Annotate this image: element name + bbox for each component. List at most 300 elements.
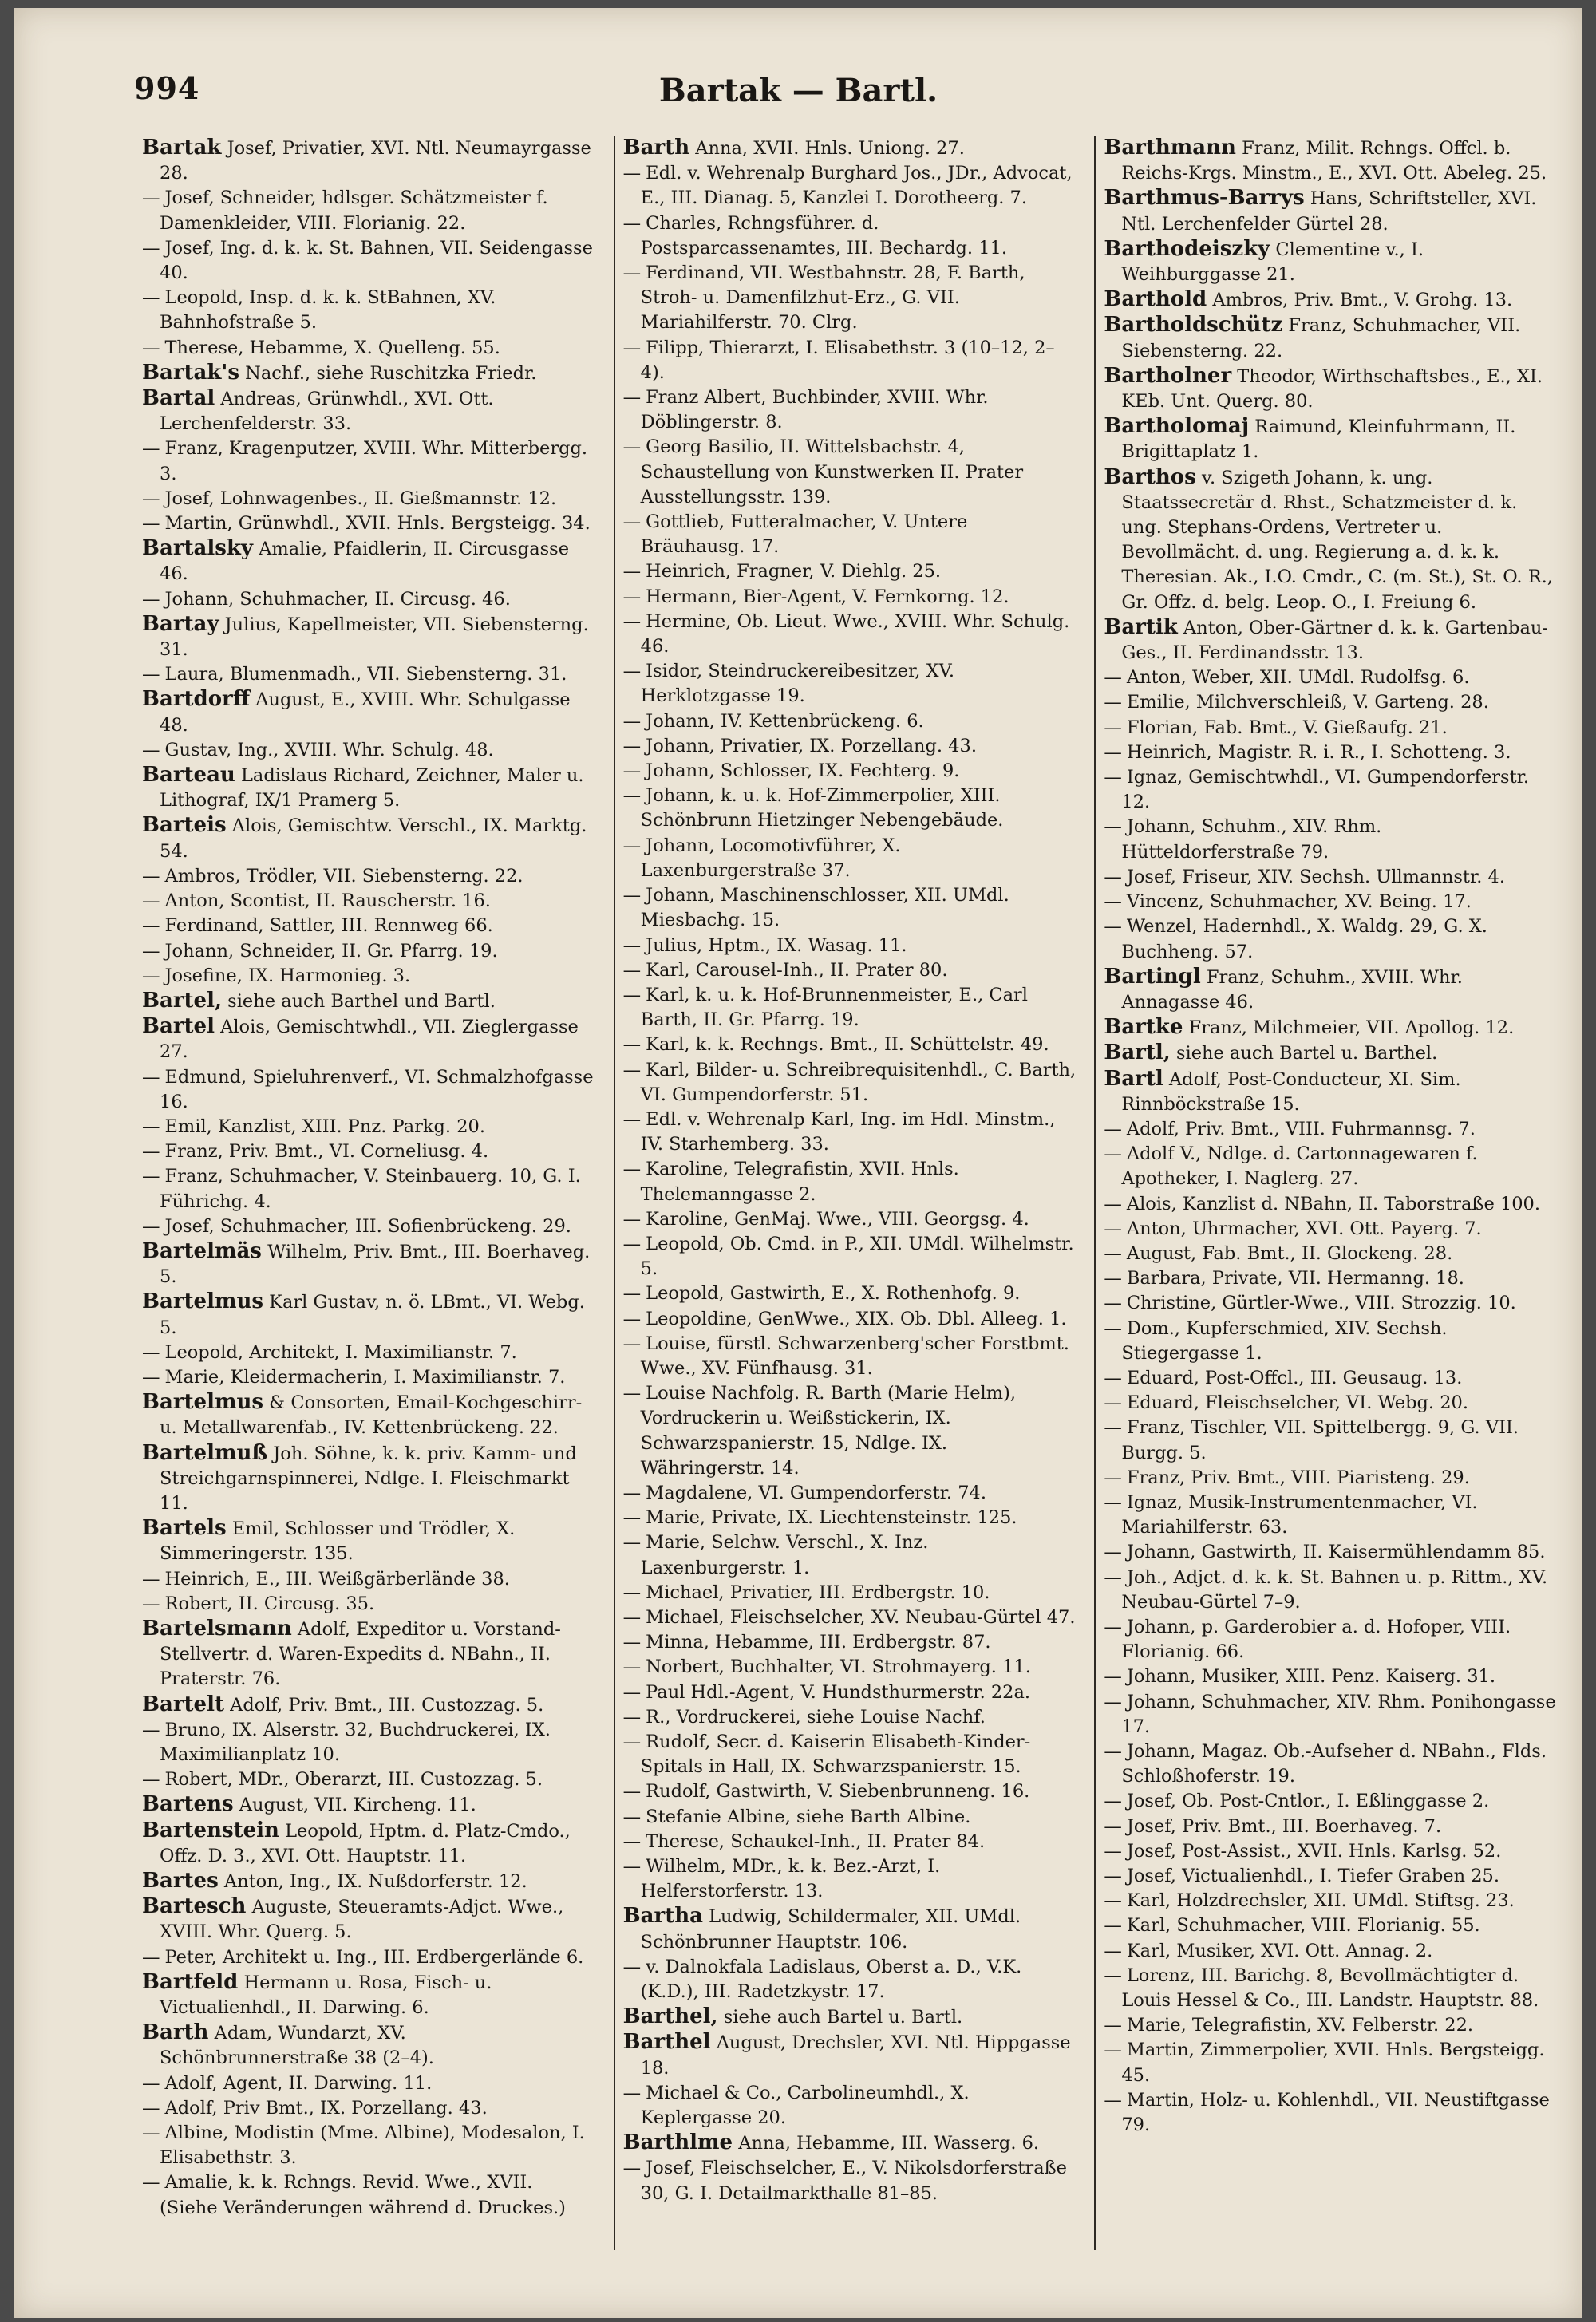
directory-entry [622, 610, 1077, 659]
entry-details: Raimund, Kleinfuhrmann, II. Brigittaplatz 1. [1121, 417, 1516, 463]
entry-details: Hermann u. Rosa, Fisch- u. Victualienhdl., II. Darwing. 6. [160, 1972, 492, 2019]
directory-entry [622, 2004, 1077, 2030]
ditto-dash: — [1104, 1193, 1122, 1214]
entry-details: Louise Nachfolg. R. Barth (Marie Helm), Vordruckerin u. Weißstickerin, IX. Schwarzspanierstr. 15, Ndlge. IX. Währingerstr. 14. [640, 1383, 1017, 1479]
directory-entry [622, 958, 1077, 983]
entry-details: Magdalene, VI. Gumpendorferstr. 74. [646, 1482, 986, 1503]
entry-details: Theodor, Wirthschaftsbes., E., XI. KEb. Unt. Querg. 80. [1121, 365, 1543, 413]
directory-entry [622, 834, 1077, 883]
ditto-dash: — [622, 387, 642, 409]
directory-entry [1104, 815, 1558, 864]
entry-surname: Bartel, [142, 988, 223, 1013]
directory-entry [142, 1792, 596, 1818]
ditto-dash: — [622, 1034, 642, 1056]
ditto-dash: — [1104, 1218, 1122, 1239]
entry-details: Franz, Priv. Bmt., VI. Corneliusg. 4. [164, 1141, 489, 1163]
entry-details: Franz, Priv. Bmt., VIII. Piaristeng. 29. [1126, 1467, 1470, 1488]
ditto-dash: — [142, 513, 160, 535]
directory-entry [1104, 665, 1558, 690]
directory-entry [622, 1854, 1077, 1904]
entry-details: Alois, Gemischtw. Verschl., IX. Marktg. 54. [160, 815, 587, 862]
directory-entry [142, 1139, 596, 1164]
directory-entry [1104, 1317, 1558, 1366]
ditto-dash: — [142, 940, 160, 962]
entry-details: Dom., Kupferschmied, XIV. Sechsh. Stiegergasse 1. [1121, 1317, 1448, 1364]
directory-entry [142, 136, 596, 186]
entry-details: Karl, Carousel-Inh., II. Prater 80. [646, 959, 948, 981]
entry-details: Ambros, Trödler, VII. Siebensterng. 22. [164, 865, 523, 887]
directory-entry [142, 360, 596, 386]
entry-details: Anton, Uhrmacher, XVI. Ott. Payerg. 7. [1126, 1218, 1482, 1239]
directory-entry [1104, 1266, 1558, 1291]
directory-entry [1104, 414, 1558, 464]
entry-details: Karoline, GenMaj. Wwe., VIII. Georgsg. 4. [646, 1208, 1029, 1230]
entry-details: Wilhelm, Priv. Bmt., III. Boerhaveg. 5. [160, 1241, 591, 1288]
entry-details: Albine, Modistin (Mme. Albine), Modesalon, I. Elisabethstr. 3. [160, 2123, 585, 2169]
entry-surname: Bartholdschütz [1104, 313, 1283, 338]
directory-entry [142, 1818, 596, 1869]
entry-details: Robert, II. Circusg. 35. [164, 1593, 375, 1614]
directory-entry [622, 934, 1077, 958]
ditto-dash: — [622, 436, 642, 458]
ditto-dash: — [1104, 2015, 1122, 2036]
entry-surname: Bartak's [142, 360, 239, 385]
entry-details: Charles, Rchngsführer. d. Postsparcassenamtes, III. Bechardg. 11. [640, 212, 1007, 259]
directory-entry [622, 1481, 1077, 1506]
entry-details: Alois, Gemischtwhdl., VII. Zieglergasse 27. [160, 1017, 579, 1063]
directory-entry [622, 1332, 1077, 1381]
entry-details: Anton, Weber, XII. UMdl. Rudolfsg. 6. [1126, 667, 1470, 689]
entry-details: Adolf, Post-Conducteur, XI. Sim. Rinnböckstraße 15. [1121, 1068, 1461, 1115]
ditto-dash: — [142, 1166, 160, 1187]
entry-surname: Bartels [142, 1516, 227, 1541]
ditto-dash: — [1104, 891, 1122, 913]
entry-details: Gottlieb, Futteralmacher, V. Untere Bräuhausg. 17. [640, 511, 968, 558]
ditto-dash: — [1104, 1890, 1122, 1912]
ditto-dash: — [1104, 1417, 1122, 1439]
directory-entry [622, 559, 1077, 584]
directory-entry [622, 161, 1077, 211]
ditto-dash: — [142, 287, 160, 309]
ditto-dash: — [142, 1769, 160, 1791]
entry-details: Marie, Kleidermacherin, I. Maximilianstr. 7. [164, 1366, 566, 1388]
ditto-dash: — [142, 739, 160, 760]
directory-entry [1104, 1291, 1558, 1316]
entry-details: Franz, Kragenputzer, XVIII. Whr. Mitterbergg. 3. [160, 438, 588, 484]
directory-entry [1104, 1740, 1558, 1789]
ditto-dash: — [1104, 692, 1122, 713]
entry-details: Joh., Adjct. d. k. k. St. Bahnen u. p. Rittm., XV. Neubau-Gürtel 7–9. [1121, 1566, 1548, 1613]
entry-details: Norbert, Buchhalter, VI. Strohmayerg. 11. [646, 1657, 1031, 1678]
entry-details: Stefanie Albine, siehe Barth Albine. [646, 1806, 971, 1827]
entry-details: Therese, Hebamme, X. Quelleng. 55. [164, 337, 500, 358]
ditto-dash: — [622, 1383, 642, 1404]
directory-entry [142, 1164, 596, 1214]
ditto-dash: — [622, 1532, 642, 1554]
directory-entry [1104, 964, 1558, 1015]
directory-entry [622, 211, 1077, 261]
ditto-dash: — [142, 1568, 160, 1589]
ditto-dash: — [622, 885, 642, 906]
entry-details: Martin, Zimmerpolier, XVII. Hnls. Bergsteigg. 45. [1121, 2040, 1545, 2086]
ditto-dash: — [1104, 1367, 1122, 1388]
entry-details: Bruno, IX. Alserstr. 32, Buchdruckerei, IX. Maximilianplatz 10. [160, 1719, 551, 1765]
directory-entry [622, 1530, 1077, 1580]
entry-details: Josef, Privatier, XVI. Ntl. Neumayrgasse 28. [160, 138, 591, 184]
ditto-dash: — [622, 1956, 642, 1977]
directory-entry [142, 1969, 596, 2020]
entry-details: Josef, Schneider, hdlsger. Schätzmeister f. Damenkleider, VIII. Florianig. 22. [160, 188, 548, 234]
directory-entry [142, 1440, 596, 1517]
ditto-dash: — [1104, 767, 1122, 788]
directory-entry [142, 1341, 596, 1365]
entry-surname: Barthmus-Barrys [1104, 186, 1305, 211]
ditto-dash: — [142, 488, 160, 509]
directory-entry [142, 1014, 596, 1064]
ditto-dash: — [142, 2097, 160, 2119]
directory-entry [142, 889, 596, 914]
directory-entry [142, 236, 596, 286]
columns [142, 136, 1562, 2250]
entry-details: August, Fab. Bmt., II. Glockeng. 28. [1126, 1242, 1453, 1264]
directory-entry [622, 2130, 1077, 2156]
entry-details: August, VII. Kircheng. 11. [239, 1795, 476, 1816]
directory-entry [622, 2030, 1077, 2080]
entry-details: Peter, Architekt u. Ing., III. Erdbergerlände 6. [164, 1946, 584, 1968]
directory-entry [1104, 2088, 1558, 2138]
running-head: Bartak — Bartl. [658, 72, 938, 109]
entry-details: Rudolf, Gastwirth, V. Siebenbrunneng. 16. [646, 1781, 1030, 1803]
directory-entry [142, 1718, 596, 1767]
ditto-dash: — [142, 1116, 160, 1137]
entry-details: Edl. v. Wehrenalp Karl, Ing. im Hdl. Minstm., IV. Starhemberg. 33. [640, 1108, 1056, 1155]
directory-entry [1104, 236, 1558, 287]
ditto-dash: — [622, 1507, 642, 1529]
ditto-dash: — [1104, 1940, 1122, 1961]
ditto-dash: — [1104, 1293, 1122, 1314]
directory-entry [622, 734, 1077, 759]
ditto-dash: — [1104, 1491, 1122, 1513]
entry-details: Julius, Hptm., IX. Wasag. 11. [646, 934, 907, 956]
entry-surname: Bartay [142, 611, 219, 636]
entry-details: Andreas, Grünwhdl., XVI. Ott. Lerchenfelderstr. 33. [160, 389, 494, 435]
entry-details: & Consorten, Email-Kochgeschirr- u. Metallwarenfab., IV. Kettenbrückeng. 22. [160, 1392, 583, 1439]
entry-details: Franz Albert, Buchbinder, XVIII. Whr. Döblingerstr. 8. [640, 387, 989, 433]
ditto-dash: — [622, 984, 642, 1005]
directory-entry [622, 336, 1077, 385]
directory-entry [1104, 1615, 1558, 1664]
entry-details: Johann, Schuhmacher, II. Circusg. 46. [164, 588, 511, 610]
entry-details: Paul Hdl.-Agent, V. Hundsthurmerstr. 22a. [646, 1681, 1031, 1703]
directory-entry [142, 1894, 596, 1945]
directory-entry [1104, 890, 1558, 914]
directory-entry [1104, 1192, 1558, 1217]
ditto-dash: — [1104, 1815, 1122, 1837]
directory-entry [142, 436, 596, 486]
ditto-dash: — [1104, 741, 1122, 763]
entry-details: Adolf, Agent, II. Darwing. 11. [164, 2072, 433, 2094]
directory-entry [1104, 1839, 1558, 1864]
ditto-dash: — [142, 1719, 160, 1740]
ditto-dash: — [622, 1706, 642, 1728]
entry-details: Leopold, Architekt, I. Maximilianstr. 7. [164, 1341, 517, 1363]
entry-details: Anna, XVII. Hnls. Uniong. 27. [695, 138, 965, 159]
directory-entry [622, 1630, 1077, 1655]
directory-entry [1104, 2038, 1558, 2087]
directory-entry [142, 1115, 596, 1139]
entry-details: Louise, fürstl. Schwarzenberg'scher Forstbmt. Wwe., XV. Fünfhausg. 31. [640, 1333, 1069, 1379]
entry-details: siehe auch Bartel u. Bartl. [723, 2007, 963, 2028]
entry-details: Johann, Privatier, IX. Porzellang. 43. [646, 735, 977, 756]
ditto-dash: — [1104, 1791, 1122, 1812]
entry-details: Karl, k. k. Rechngs. Bmt., II. Schüttelstr. 49. [646, 1034, 1049, 1056]
entry-details: Franz, Schuhm., XVIII. Whr. Annagasse 46. [1121, 966, 1463, 1013]
ditto-dash: — [142, 188, 160, 209]
entry-surname: Barthel, [622, 2004, 718, 2029]
ditto-dash: — [1104, 1566, 1122, 1588]
directory-entry [622, 1307, 1077, 1332]
ditto-dash: — [622, 1059, 642, 1080]
directory-entry [622, 136, 1077, 161]
entry-surname: Barteis [142, 813, 227, 838]
column-2 [614, 136, 1082, 2250]
entry-details: Adolf, Expeditor u. Vorstand-Stellvertr. d. Waren-Expedits d. NBahn., II. Praterstr. 76. [160, 1618, 561, 1690]
entry-details: Ludwig, Schildermaler, XII. UMdl. Schönbrunner Hauptstr. 106. [640, 1906, 1021, 1953]
entry-surname: Bartholner [1104, 363, 1232, 388]
entry-details: Josefine, IX. Harmonieg. 3. [164, 965, 411, 986]
entry-details: Leopoldine, GenWwe., XIX. Ob. Dbl. Alleeg. 1. [646, 1308, 1067, 1329]
column-3 [1094, 136, 1562, 2250]
entry-details: Wenzel, Hadernhdl., X. Waldg. 29, G. X. Buchheng. 57. [1121, 916, 1487, 962]
directory-entry [622, 585, 1077, 610]
directory-entry [142, 914, 596, 938]
ditto-dash: — [1104, 717, 1122, 738]
entry-details: Karl, Musiker, XVI. Ott. Annag. 2. [1126, 1940, 1433, 1961]
ditto-dash: — [622, 263, 642, 284]
directory-entry [1104, 1491, 1558, 1540]
entry-details: Vincenz, Schuhmacher, XV. Being. 17. [1126, 891, 1472, 913]
directory-entry [142, 738, 596, 763]
entry-surname: Bartingl [1104, 964, 1201, 989]
entry-details: Johann, Gastwirth, II. Kaisermühlendamm 85. [1126, 1542, 1546, 1563]
directory-entry [1104, 1540, 1558, 1565]
entry-details: Josef, Ob. Post-Cntlor., I. Eßlinggasse 2. [1126, 1791, 1490, 1812]
directory-entry [622, 385, 1077, 435]
directory-entry [622, 1506, 1077, 1530]
entry-details: Adolf, Priv Bmt., IX. Porzellang. 43. [164, 2097, 488, 2119]
directory-entry [142, 536, 596, 586]
directory-entry [1104, 1864, 1558, 1889]
ditto-dash: — [142, 890, 160, 912]
ditto-dash: — [622, 1208, 642, 1230]
ditto-dash: — [142, 1341, 160, 1363]
directory-entry [622, 1730, 1077, 1779]
ditto-dash: — [622, 1333, 642, 1354]
entry-details: Ferdinand, Sattler, III. Rennweg 66. [164, 915, 493, 937]
directory-entry [1104, 1690, 1558, 1740]
entry-surname: Bartel [142, 1014, 215, 1039]
entry-surname: Barthmann [1104, 136, 1236, 160]
directory-entry [1104, 313, 1558, 363]
ditto-dash: — [142, 1141, 160, 1163]
directory-entry [1104, 1416, 1558, 1465]
ditto-dash: — [622, 1830, 642, 1852]
ditto-dash: — [1104, 1242, 1122, 1264]
entry-details: Hans, Schriftsteller, XVI. Ntl. Lerchenfelder Gürtel 28. [1121, 188, 1537, 235]
entry-details: August, Drechsler, XVI. Ntl. Hippgasse 18. [640, 2032, 1071, 2079]
directory-entry [142, 813, 596, 863]
directory-entry [142, 1869, 596, 1894]
directory-entry [622, 1779, 1077, 1804]
entry-surname: Bartens [142, 1792, 234, 1817]
entry-details: Adolf, Priv. Bmt., III. Custozzag. 5. [230, 1694, 544, 1716]
ditto-dash: — [622, 1308, 642, 1329]
entry-details: Anna, Hebamme, III. Wasserg. 6. [738, 2133, 1040, 2154]
ditto-dash: — [622, 661, 642, 682]
entry-details: Wilhelm, MDr., k. k. Bez.-Arzt, I. Helferstorferstr. 13. [640, 1856, 941, 1902]
entry-details: Leopold, Insp. d. k. k. StBahnen, XV. Bahnhofstraße 5. [160, 287, 496, 334]
ditto-dash: — [142, 237, 160, 259]
entry-details: siehe auch Barthel und Bartl. [227, 990, 496, 1012]
ditto-dash: — [1104, 1268, 1122, 1289]
ditto-dash: — [142, 965, 160, 986]
directory-entry [622, 1680, 1077, 1705]
entry-details: Marie, Selchw. Verschl., X. Inz. Laxenburgerstr. 1. [640, 1532, 929, 1578]
entry-details: Barbara, Private, VII. Hermanng. 18. [1126, 1268, 1464, 1289]
ditto-dash: — [1104, 1915, 1122, 1937]
ditto-dash: — [142, 2172, 160, 2194]
ditto-dash: — [142, 588, 160, 610]
entry-surname: Barth [622, 136, 690, 160]
directory-entry [622, 983, 1077, 1033]
ditto-dash: — [622, 586, 642, 607]
entry-details: Georg Basilio, II. Wittelsbachstr. 4, Schaustellung von Kunstwerken II. Prater Ausstellungsstr. 139. [640, 436, 1024, 507]
entry-details: Martin, Grünwhdl., XVII. Hnls. Bergsteigg. 34. [164, 513, 591, 535]
entry-details: Clementine v., I. Weihburggasse 21. [1121, 239, 1424, 286]
ditto-dash: — [622, 1606, 642, 1628]
directory-entry [1104, 1815, 1558, 1839]
entry-details: Julius, Kapellmeister, VII. Siebensterng. 31. [160, 614, 589, 661]
entry-details: Johann, Musiker, XIII. Penz. Kaiserg. 31. [1126, 1666, 1496, 1688]
entry-details: Josef, Schuhmacher, III. Sofienbrückeng. 29. [164, 1215, 571, 1237]
entry-surname: Bartelsmann [142, 1616, 292, 1641]
directory-entry [142, 1238, 596, 1289]
entry-details: Johann, Magaz. Ob.-Aufseher d. NBahn., Flds. Schloßhoferstr. 19. [1121, 1741, 1547, 1787]
directory-entry [1104, 1789, 1558, 1814]
directory-entry [622, 1232, 1077, 1281]
entry-details: Johann, Schlosser, IX. Fechterg. 9. [646, 760, 960, 782]
entry-surname: Bartelt [142, 1692, 224, 1716]
directory-entry [142, 2071, 596, 2096]
entry-surname: Barthos [1104, 464, 1196, 489]
entry-details: Auguste, Steueramts-Adjct. Wwe., XVIII. Whr. Querg. 5. [160, 1897, 564, 1943]
ditto-dash: — [622, 2158, 642, 2179]
directory-entry [142, 1516, 596, 1566]
ditto-dash: — [622, 785, 642, 807]
entry-details: Nachf., siehe Ruschitzka Friedr. [245, 362, 537, 384]
directory-entry [622, 1955, 1077, 2004]
entry-surname: Bartelmus [142, 1289, 264, 1314]
directory-entry [142, 939, 596, 964]
directory-entry [1104, 1142, 1558, 1191]
entry-details: August, E., XVIII. Whr. Schulgasse 48. [160, 689, 571, 736]
entry-details: Marie, Private, IX. Liechtensteinstr. 125. [646, 1507, 1017, 1529]
directory-entry [142, 1567, 596, 1592]
directory-entry [1104, 464, 1558, 615]
ditto-dash: — [1104, 1866, 1122, 1887]
ditto-dash: — [622, 610, 642, 632]
entry-details: Emil, Kanzlist, XIII. Pnz. Parkg. 20. [164, 1116, 486, 1137]
ditto-dash: — [1104, 1840, 1122, 1862]
directory-entry [1104, 287, 1558, 313]
directory-page [14, 8, 1582, 2318]
ditto-dash: — [622, 760, 642, 782]
entry-details: Josef, Fleischselcher, E., V. Nikolsdorferstraße 30, G. I. Detailmarkthalle 81–85. [640, 2158, 1067, 2204]
directory-entry [142, 587, 596, 612]
directory-entry [622, 2081, 1077, 2130]
entry-details: Michael & Co., Carbolineumhdl., X. Keplergasse 20. [640, 2082, 970, 2129]
entry-surname: Bartenstein [142, 1818, 279, 1842]
entry-details: Josef, Post-Assist., XVII. Hnls. Karlsg. 52. [1126, 1840, 1502, 1862]
entry-surname: Bartes [142, 1869, 219, 1894]
ditto-dash: — [142, 865, 160, 887]
directory-entry [1104, 2013, 1558, 2038]
directory-entry [1104, 1366, 1558, 1391]
entry-details: Anton, Scontist, II. Rauscherstr. 16. [164, 890, 491, 912]
directory-entry [622, 1058, 1077, 1108]
directory-entry [1104, 1889, 1558, 1913]
entry-details: Eduard, Fleischselcher, VI. Webg. 20. [1126, 1392, 1468, 1414]
entry-details: Lorenz, III. Barichg. 8, Bevollmächtigter d. Louis Hessel & Co., III. Landstr. Hauptstr. 88. [1121, 1965, 1539, 2012]
entry-details: Josef, Lohnwagenbes., II. Gießmannstr. 12. [164, 488, 557, 509]
entry-details: Ambros, Priv. Bmt., V. Grohg. 13. [1212, 290, 1513, 311]
ditto-dash: — [622, 1806, 642, 1827]
ditto-dash: — [622, 1233, 642, 1254]
directory-entry [1104, 716, 1558, 740]
ditto-dash: — [1104, 1118, 1122, 1139]
ditto-dash: — [622, 710, 642, 732]
ditto-dash: — [1104, 1666, 1122, 1688]
ditto-dash: — [622, 1732, 642, 1752]
directory-entry [622, 1033, 1077, 1057]
entry-details: Karl, Holzdrechsler, XII. UMdl. Stiftsg. 23. [1126, 1890, 1515, 1912]
ditto-dash: — [1104, 1965, 1122, 1986]
entry-surname: Bartik [1104, 614, 1178, 639]
entry-details: Florian, Fab. Bmt., V. Gießaufg. 21. [1126, 717, 1448, 738]
entry-surname: Barthel [622, 2030, 711, 2055]
entry-details: Amalie, Pfaidlerin, II. Circusgasse 46. [160, 539, 570, 585]
directory-entry [1104, 1217, 1558, 1242]
directory-entry [622, 1705, 1077, 1730]
entry-surname: Bartdorff [142, 687, 251, 712]
ditto-dash: — [622, 959, 642, 981]
ditto-dash: — [622, 163, 642, 184]
directory-entry [1104, 914, 1558, 964]
entry-details: Robert, MDr., Oberarzt, III. Custozzag. 5. [164, 1769, 543, 1791]
directory-entry [142, 1214, 596, 1239]
ditto-dash: — [1104, 916, 1122, 938]
entry-surname: Bartl [1104, 1066, 1163, 1091]
entry-surname: Bartelmuß [142, 1440, 268, 1465]
entry-details: Gustav, Ing., XVIII. Whr. Schulg. 48. [164, 739, 494, 760]
directory-entry [622, 1805, 1077, 1830]
ditto-dash: — [622, 1781, 642, 1803]
ditto-dash: — [1104, 816, 1122, 838]
directory-entry [622, 510, 1077, 559]
entry-details: Josef, Ing. d. k. k. St. Bahnen, VII. Seidengasse 40. [160, 237, 593, 284]
ditto-dash: — [142, 1366, 160, 1388]
ditto-dash: — [1104, 2089, 1122, 2111]
